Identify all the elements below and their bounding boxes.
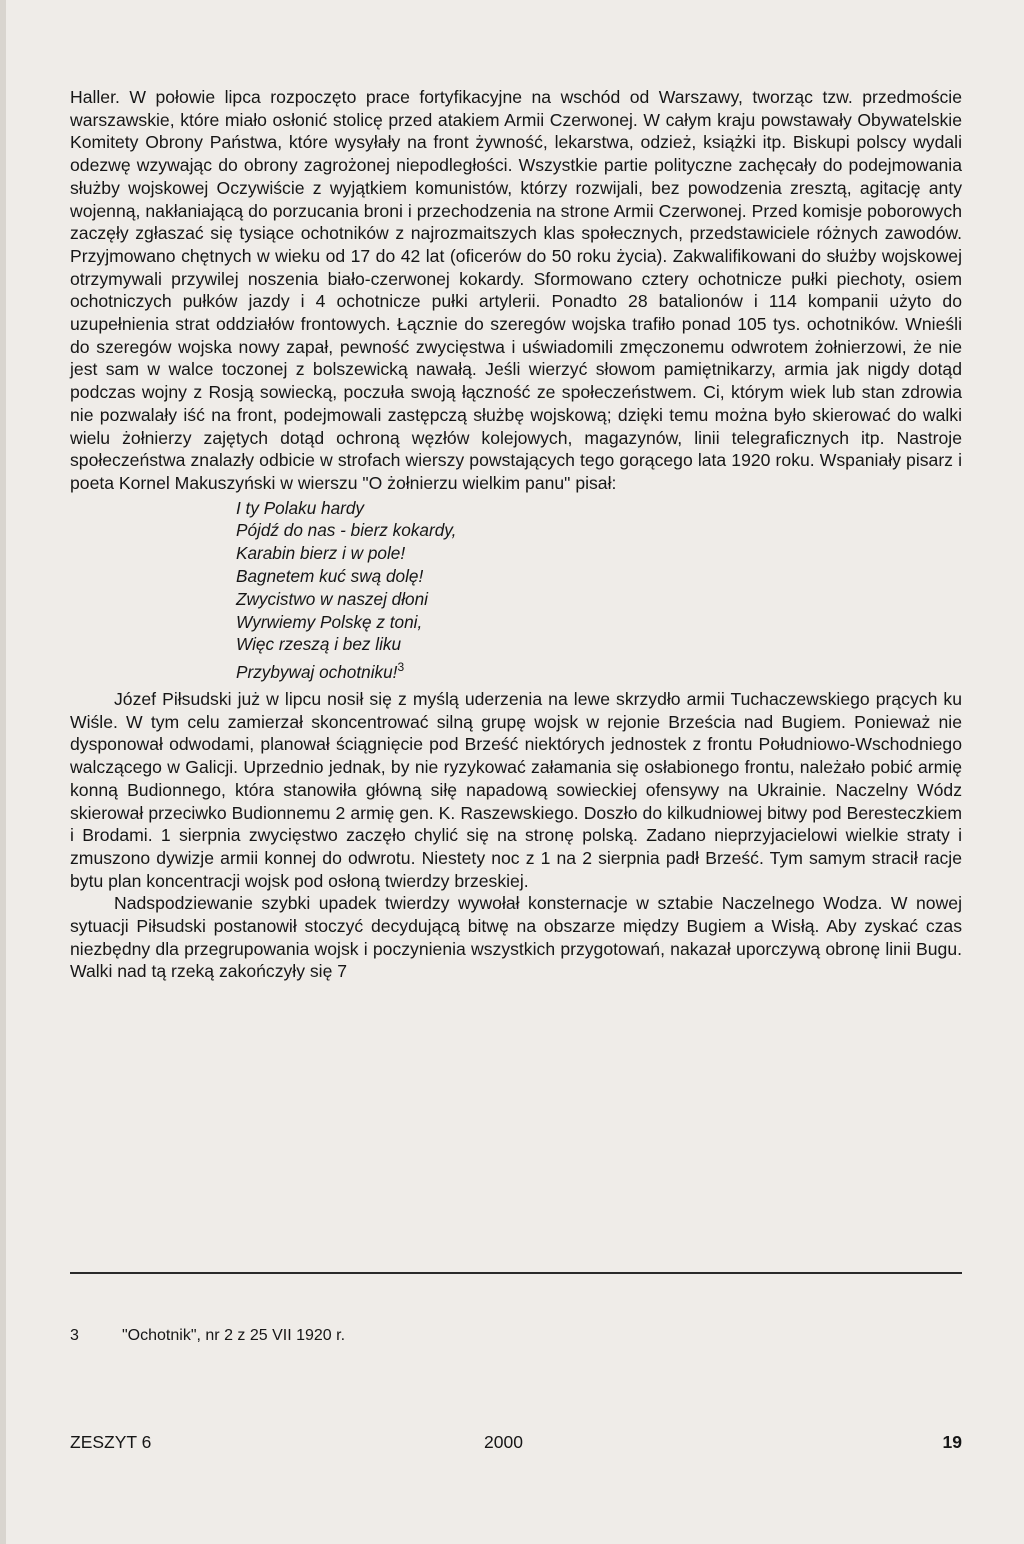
poem-line: Wyrwiemy Polskę z toni, [236,611,423,632]
footnote [70,1327,345,1345]
page-number: 19 [942,1432,962,1452]
publication-year: 2000 [484,1432,523,1452]
main-text [70,86,962,983]
paragraph-3: Nadspodziewanie szybki upadek twierdzy wywołał konsternacje w sztabie Naczelnego Wodza. W nowej sytuacji Piłsudski postanowił stoczyć decydującą bitwę na obszarze między Bugiem a Wisłą. Aby zyskać czas niezbędny dla przegrupowania wojsk i poczynienia wszystkich przygotowań, nakazał uporczywą obronę linii Bugu. Walki nad tą rzeką zakończyły się 7 [70,893,962,982]
poem-line: Bagnetem kuć swą dolę! [236,566,424,587]
footnote-divider [70,1272,962,1274]
poem-line: Więc rzeszą i bez liku [236,634,402,655]
footnote-reference: 3 [397,660,405,675]
poem-line: Przybywaj ochotniku! [236,662,398,683]
paragraph-2: Józef Piłsudski już w lipcu nosił się z myślą uderzenia na lewe skrzydło armii Tuchaczewskiego prących ku Wiśle. W tym celu zamierzał skoncentrować silną grupę wojsk w rejonie Brześcia nad Bugiem. Ponieważ nie dysponował odwodami, planował ściągnięcie pod Brześć niektórych jednostek z frontu Południowo-Wschodniego walczącego w Galicji. Uprzednio jednak, by nie ryzykować załamania się osłabionego frontu, należało pobić armię konną Budionnego, która stanowiła główną siłę napadową sowieckiej ofensywy na Ukrainie. Naczelny Wódz skierował przeciwko Budionnemu 2 armię gen. K. Raszewskiego. Doszło do kilkudniowej bitwy pod Beresteczkiem i Brodami. 1 sierpnia zwycięstwo zaczęło chylić się na stronę polską. Zadano nieprzyjacielowi wielkie straty i zmuszono dywizje armii konnej do odwrotu. Niestety noc z 1 na 2 sierpnia padł Brześć. Tym samym stracił racje bytu plan koncentracji wojsk pod osłoną twierdzy brzeskiej. [70,689,962,891]
footnote-number: 3 [70,1327,79,1344]
journal-issue: ZESZYT 6 [70,1432,152,1452]
poem-line: Pójdź do nas - bierz kokardy, [236,520,457,541]
page-footer [70,1432,962,1456]
poem [236,497,962,684]
poem-line: I ty Polaku hardy [236,497,365,518]
poem-line: Karabin bierz i w pole! [236,543,406,564]
footnote-text: "Ochotnik", nr 2 z 25 VII 1920 r. [122,1327,346,1344]
paragraph-1: Haller. W połowie lipca rozpoczęto prace fortyfikacyjne na wschód od Warszawy, tworząc tzw. przedmoście warszawskie, które miało osłonić stolicę przed atakiem Armii Czerwonej. W całym kraju powstawały Obywatelskie Komitety Obrony Państwa, które wysyłały na front żywność, lekarstwa, odzież, książki itp. Biskupi polscy wydali odezwę wzywając do obrony zagrożonej niepodległości. Wszystkie partie polityczne zachęcały do podejmowania służby wojskowej Oczywiście z wyjątkiem komunistów, którzy rozwijali, bez powodzenia zresztą, agitację anty wojenną, nakłaniającą do porzucania broni i przechodzenia na strone Armii Czerwonej. Przed komisje poborowych zaczęły zgłaszać się tysiące ochotników z najrozmaitszych klas społecznych, przedstawiciele różnych zawodów. Przyjmowano chętnych w wieku od 17 do 42 lat (oficerów do 50 roku życia). Zakwalifikowani do służby wojskowej otrzymywali przywilej noszenia biało-czerwonej kokardy. Sformowano cztery ochotnicze pułki piechoty, osiem ochotniczych pułków jazdy i 4 ochotnicze pułki artylerii. Ponadto 28 batalionów i 114 kompanii użyto do uzupełnienia strat oddziałów frontowych. Łącznie do szeregów wojska trafiło ponad 105 tys. ochotników. Wnieśli do szeregów wojska nowy zapał, pewność zwycięstwa i uświadomili zmęczonemu odwrotem żołnierzowi, że nie jest sam w walce toczonej z bolszewicką nawałą. Jeśli wierzyć słowom pamiętnikarzy, armia jak nigdy dotąd podczas wojny z Rosją sowiecką, poczuła swoją łączność ze społeczeństwem. Ci, którym wiek lub stan zdrowia nie pozwalały iść na front, podejmowali zastępczą służbę wojskową; dzięki temu można było skierować do walki wielu żołnierzy zajętych dotąd ochroną węzłów kolejowych, magazynów, linii telegraficznych itp. Nastroje społeczeństwa znalazły odbicie w strofach wierszy powstających tego gorącego lata 1920 roku. Wspaniały pisarz i poeta Kornel Makuszyński w wierszu "O żołnierzu wielkim panu" pisał: [70,87,962,493]
poem-line: Zwycistwo w naszej dłoni [236,588,428,609]
poem-last-line [236,656,962,684]
